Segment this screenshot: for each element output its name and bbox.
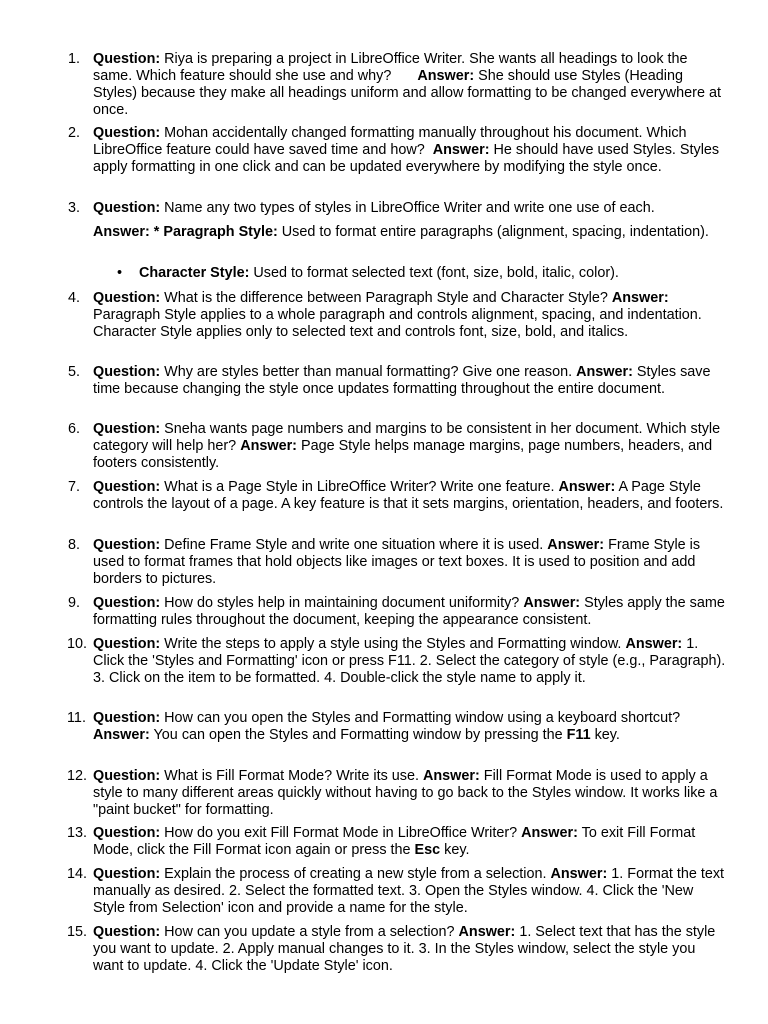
list-item xyxy=(0,51,768,119)
question-label: Question: xyxy=(93,125,161,141)
list-item xyxy=(0,290,768,341)
question-label: Question: xyxy=(93,768,161,784)
list-item xyxy=(0,768,768,819)
answer-text: Styles save time because changing the style once updates formatting throughout the entire document. xyxy=(93,364,711,397)
question-text: How do you exit Fill Format Mode in LibreOffice Writer? xyxy=(164,825,518,841)
question-label: Question: xyxy=(93,866,161,882)
answer-label: Answer: xyxy=(417,67,475,84)
item-number: 14. xyxy=(67,866,88,882)
question-text: How do styles help in maintaining document uniformity? xyxy=(164,595,520,611)
answer-text: 1. Click the 'Styles and Formatting' icon or press F11. 2. Select the category of style (e.g., Paragraph). 3. Click on the item to be formatted. 4. Double-click the style name to apply it. xyxy=(93,636,726,686)
answer-text: 1. Format the text manually as desired. 2. Select the formatted text. 3. Open the Styles window. 4. Click the 'New Style from Selection' icon and provide a name for the style. xyxy=(93,866,725,916)
item-number: 8. xyxy=(68,537,81,553)
question-label: Question: xyxy=(93,290,161,306)
list-item xyxy=(0,636,768,687)
answer-term: Paragraph Style: xyxy=(163,224,278,240)
answer-label: Answer: xyxy=(521,825,578,841)
item-number: 11. xyxy=(67,710,86,726)
answer-label: Answer: xyxy=(625,636,683,652)
item-number: 15. xyxy=(67,924,88,940)
list-item xyxy=(0,479,768,513)
question-label: Question: xyxy=(93,51,161,67)
question-label: Question: xyxy=(93,479,161,495)
question-label: Question: xyxy=(93,595,161,611)
question-label: Question: xyxy=(93,364,161,380)
item-number: 3. xyxy=(68,200,81,216)
question-label: Question: xyxy=(93,537,161,553)
list-item xyxy=(0,924,768,975)
list-item xyxy=(0,421,768,472)
question-text: Riya is preparing a project in LibreOffice Writer. She wants all headings to look the same. Which feature should she use and why? xyxy=(93,51,688,84)
question-text: What is a Page Style in LibreOffice Writer? Write one feature. xyxy=(164,479,555,495)
list-item xyxy=(0,125,768,176)
answer-label: Answer: xyxy=(423,768,480,784)
shortcut-key: Esc xyxy=(414,841,441,858)
list-item xyxy=(0,710,768,744)
answer-text: You can open the Styles and Formatting window by pressing the xyxy=(153,726,563,743)
answer-label: Answer: xyxy=(523,595,581,611)
question-text: What is Fill Format Mode? Write its use. xyxy=(164,768,419,784)
question-label: Question: xyxy=(93,421,161,437)
question-text: How can you update a style from a selection? xyxy=(164,924,455,940)
question-text: Sneha wants page numbers and margins to be consistent in her document. Which style category will help her? xyxy=(93,421,721,454)
question-label: Question: xyxy=(93,825,161,841)
item-number: 12. xyxy=(67,768,88,784)
answer-text: 1. Select text that has the style you want to update. 2. Apply manual changes to it. 3. In the Styles window, select the style you want to update. 4. Click the 'Update Style' icon. xyxy=(93,924,716,974)
bullet-icon: • xyxy=(117,265,123,281)
item-number: 7. xyxy=(68,479,81,495)
answer-label: Answer: xyxy=(611,290,669,306)
answer-text: Styles apply the same formatting rules throughout the document, keeping the appearance consistent. xyxy=(93,595,725,628)
answer-text-end: key. xyxy=(594,726,620,743)
question-text: How can you open the Styles and Formatting window using a keyboard shortcut? xyxy=(164,710,681,726)
answer-label: Answer: xyxy=(550,866,608,882)
item-number: 9. xyxy=(68,595,81,611)
answer-prefix: * xyxy=(153,224,160,240)
answer-label: Answer: xyxy=(558,479,616,495)
shortcut-key: F11 xyxy=(566,726,591,743)
answer-text: He should have used Styles. Styles apply formatting in one click and can be updated everywhere by modifying the style once. xyxy=(93,141,720,175)
answer-text: Page Style helps manage margins, page numbers, headers, and footers consistently. xyxy=(93,437,713,471)
answer-label: Answer: xyxy=(93,224,150,240)
question-label: Question: xyxy=(93,636,161,652)
answer-text: Used to format entire paragraphs (alignment, spacing, indentation). xyxy=(281,224,709,240)
answer-text: She should use Styles (Heading Styles) because they make all headings uniform and allow formatting to be changed everywhere at once. xyxy=(93,67,721,118)
question-text: Write the steps to apply a style using the Styles and Formatting window. xyxy=(164,636,622,652)
question-text: Explain the process of creating a new style from a selection. xyxy=(164,866,547,882)
item-number: 13. xyxy=(67,825,88,841)
question-text: What is the difference between Paragraph Style and Character Style? xyxy=(164,290,608,306)
item-number: 6. xyxy=(68,421,81,437)
item-number: 1. xyxy=(68,51,81,67)
answer-label: Answer: xyxy=(93,726,150,743)
list-item xyxy=(0,364,768,398)
answer-label: Answer: xyxy=(458,924,516,940)
item-number: 2. xyxy=(68,125,81,141)
answer-label: Answer: xyxy=(240,437,297,454)
list-item xyxy=(0,866,768,917)
answer-text: Frame Style is used to format frames that hold objects like images or text boxes. It is used to position and add borders to pictures. xyxy=(93,537,701,587)
question-text: Name any two types of styles in LibreOffice Writer and write one use of each. xyxy=(164,200,655,216)
question-text: Define Frame Style and write one situation where it is used. xyxy=(164,537,544,553)
bullet-item xyxy=(0,265,768,282)
answer-text: To exit Fill Format Mode, click the Fill Format icon again or press the xyxy=(93,825,696,858)
answer-label: Answer: xyxy=(547,537,605,553)
list-item xyxy=(0,537,768,588)
list-item xyxy=(0,825,768,859)
question-text: Why are styles better than manual formatting? Give one reason. xyxy=(164,364,573,380)
bullet-term: Character Style: xyxy=(139,265,250,281)
answer-label: Answer: xyxy=(432,141,490,158)
item-number: 5. xyxy=(68,364,81,380)
question-label: Question: xyxy=(93,200,161,216)
item-number: 10. xyxy=(67,636,88,652)
answer-text-end: key. xyxy=(444,841,470,858)
list-item xyxy=(0,200,768,217)
question-text: Mohan accidentally changed formatting manually throughout his document. Which LibreOffice feature could have saved time and how? xyxy=(93,125,687,158)
question-label: Question: xyxy=(93,924,161,940)
answer-text: Paragraph Style applies to a whole paragraph and controls alignment, spacing, and indentation. Character Style applies only to selected text and controls font, size, bold, and italics. xyxy=(93,306,702,340)
answer-text: Fill Format Mode is used to apply a style to many different areas quickly without having to go back to the Styles window. It works like a "paint bucket" for formatting. xyxy=(93,768,718,818)
answer-text: A Page Style controls the layout of a page. A key feature is that it sets margins, orientation, headers, and footers. xyxy=(93,479,724,512)
list-item xyxy=(0,595,768,629)
question-label: Question: xyxy=(93,710,161,726)
item-number: 4. xyxy=(68,290,81,306)
answer-block xyxy=(0,224,768,241)
answer-label: Answer: xyxy=(576,364,633,380)
bullet-text: Used to format selected text (font, size, bold, italic, color). xyxy=(253,265,619,281)
